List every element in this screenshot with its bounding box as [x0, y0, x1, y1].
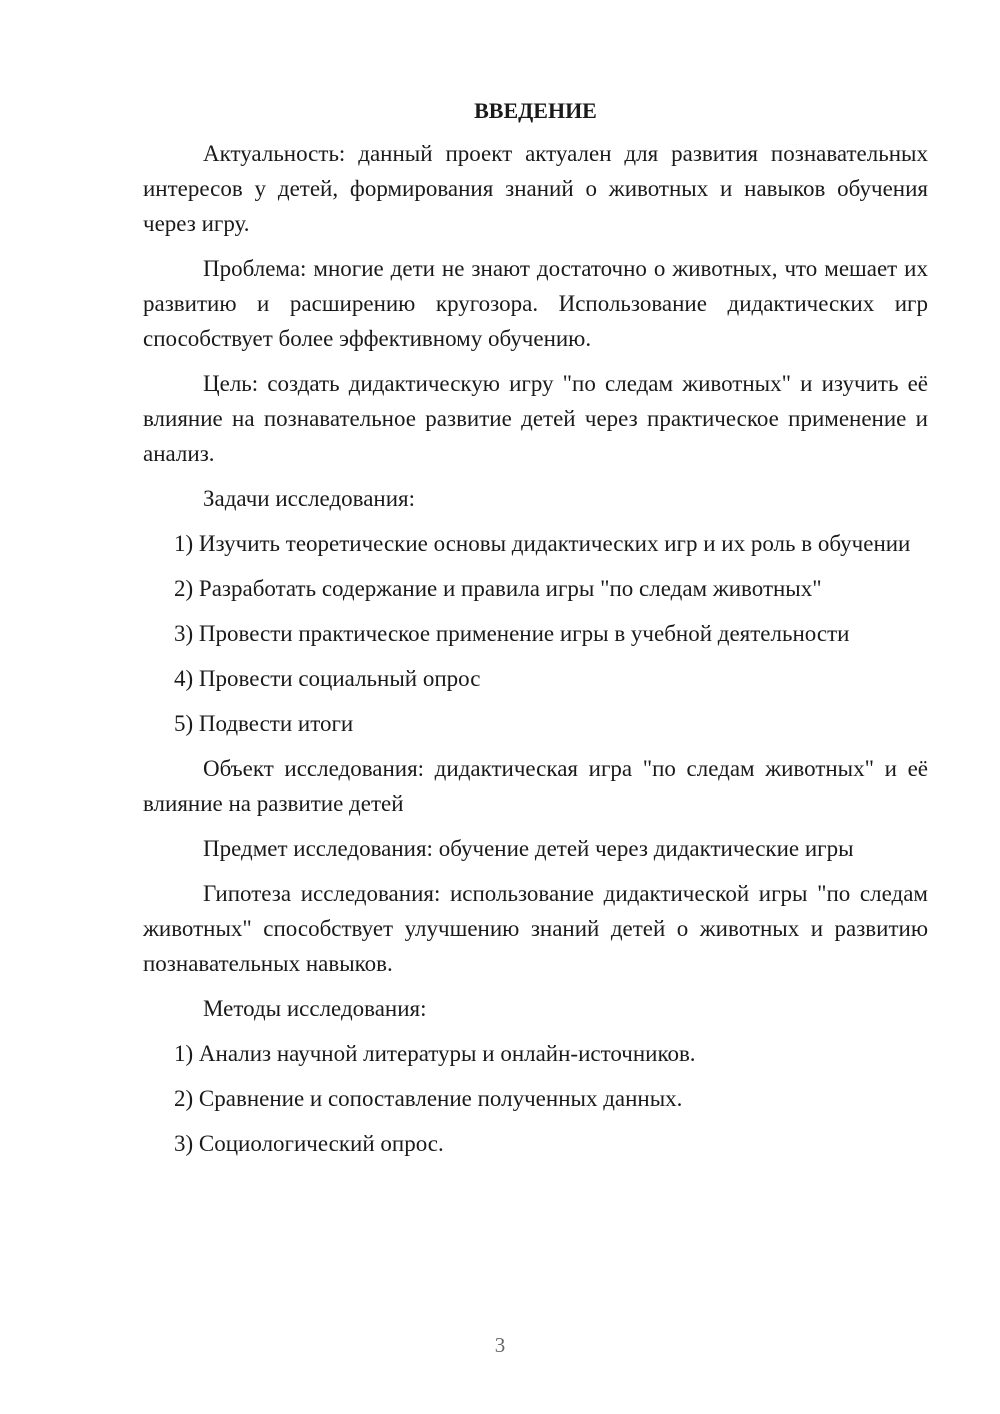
task-item: 2) Разработать содержание и правила игры "по следам животных"	[174, 576, 822, 601]
task-item: 4) Провести социальный опрос	[174, 666, 481, 691]
goal-paragraph: Цель: создать дидактическую игру "по следам животных" и изучить её влияние на познавательное развитие детей через практическое применение и анализ.	[143, 371, 928, 466]
relevance-paragraph: Актуальность: данный проект актуален для развития познавательных интересов у детей, формирования знаний о животных и навыков обучения через игру.	[143, 141, 928, 236]
method-item: 3) Социологический опрос.	[174, 1131, 444, 1156]
page-body	[143, 96, 928, 1171]
tasks-heading: Задачи исследования:	[203, 486, 416, 511]
method-item: 2) Сравнение и сопоставление полученных данных.	[174, 1086, 683, 1111]
task-item: 1) Изучить теоретические основы дидактических игр и их роль в обучении	[174, 531, 911, 556]
methods-heading: Методы исследования:	[203, 996, 427, 1021]
method-item: 1) Анализ научной литературы и онлайн-источников.	[174, 1041, 696, 1066]
section-title: ВВЕДЕНИЕ	[474, 98, 597, 123]
object-paragraph: Объект исследования: дидактическая игра "по следам животных" и её влияние на развитие детей	[143, 756, 928, 816]
task-item: 3) Провести практическое применение игры в учебной деятельности	[174, 621, 850, 646]
hypothesis-paragraph: Гипотеза исследования: использование дидактической игры "по следам животных" способствует улучшению знаний детей о животных и развитию познавательных навыков.	[143, 881, 928, 976]
problem-paragraph: Проблема: многие дети не знают достаточно о животных, что мешает их развитию и расширению кругозора. Использование дидактических игр способствует более эффективному обучению.	[143, 256, 928, 351]
task-item: 5) Подвести итоги	[174, 711, 354, 736]
subject-paragraph: Предмет исследования: обучение детей через дидактические игры	[203, 836, 854, 861]
page-number: 3	[494, 1333, 506, 1357]
